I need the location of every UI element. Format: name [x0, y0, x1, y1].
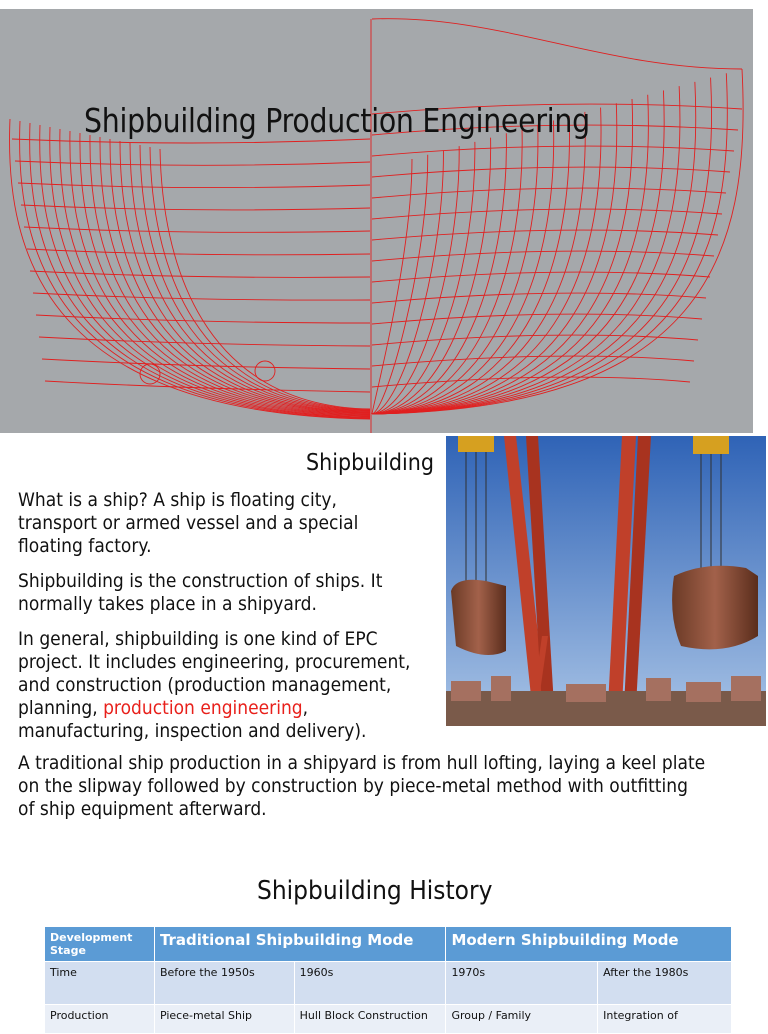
table-cell: 1970s: [446, 962, 598, 1005]
table-cell: Time: [45, 962, 155, 1005]
history-table: [44, 926, 732, 1034]
text-line: transport or armed vessel and a special: [18, 512, 359, 534]
text-run: ,: [302, 697, 309, 719]
text-line: A traditional ship production in a shipyard is from hull lofting, laying a keel plate: [18, 752, 706, 774]
text-line: [18, 697, 410, 720]
section-title-shipbuilding: Shipbuilding: [306, 450, 435, 476]
table-header-row: [45, 927, 732, 962]
text-line: Shipbuilding is the construction of ships. It: [18, 570, 383, 592]
table-cell: Integration of: [598, 1005, 732, 1034]
header-modern-mode: Modern Shipbuilding Mode: [446, 927, 732, 962]
paragraph-construction: [18, 570, 423, 616]
header-traditional-mode: Traditional Shipbuilding Mode: [154, 927, 446, 962]
paragraph-traditional-production: [18, 752, 768, 821]
header-development-stage: Development Stage: [45, 927, 155, 962]
text-line: of ship equipment afterward.: [18, 798, 267, 820]
text-line: floating factory.: [18, 535, 152, 557]
gantry-crane-ship-block-photo: [446, 436, 766, 726]
table-cell: Production: [45, 1005, 155, 1034]
table-cell: Hull Block Construction: [294, 1005, 446, 1034]
table-cell: 1960s: [294, 962, 446, 1005]
title-slide: [0, 9, 753, 433]
text-line: What is a ship? A ship is floating city,: [18, 489, 337, 511]
paragraph-epc: [18, 628, 454, 743]
table-cell: Before the 1950s: [154, 962, 294, 1005]
text-line: project. It includes engineering, procurement,: [18, 651, 411, 673]
paragraph-what-is-ship: [18, 489, 396, 558]
text-line: on the slipway followed by construction by piece-metal method with outfitting: [18, 775, 688, 797]
section-title-history: Shipbuilding History: [257, 876, 493, 906]
text-line: In general, shipbuilding is one kind of EPC: [18, 628, 378, 650]
table-row: [45, 962, 732, 1005]
slide-title: Shipbuilding Production Engineering: [84, 101, 590, 140]
text-line: normally takes place in a shipyard.: [18, 593, 317, 615]
text-run: planning,: [18, 697, 104, 719]
text-line: manufacturing, inspection and delivery).: [18, 720, 367, 742]
hull-lines-drawing: [0, 9, 753, 433]
table-cell: After the 1980s: [598, 962, 732, 1005]
table-cell: Piece-metal Ship: [154, 1005, 294, 1034]
text-line: and construction (production management,: [18, 674, 392, 696]
table-cell: Group / Family: [446, 1005, 598, 1034]
highlight-production-engineering: production engineering: [103, 697, 303, 719]
table-row: [45, 1005, 732, 1034]
